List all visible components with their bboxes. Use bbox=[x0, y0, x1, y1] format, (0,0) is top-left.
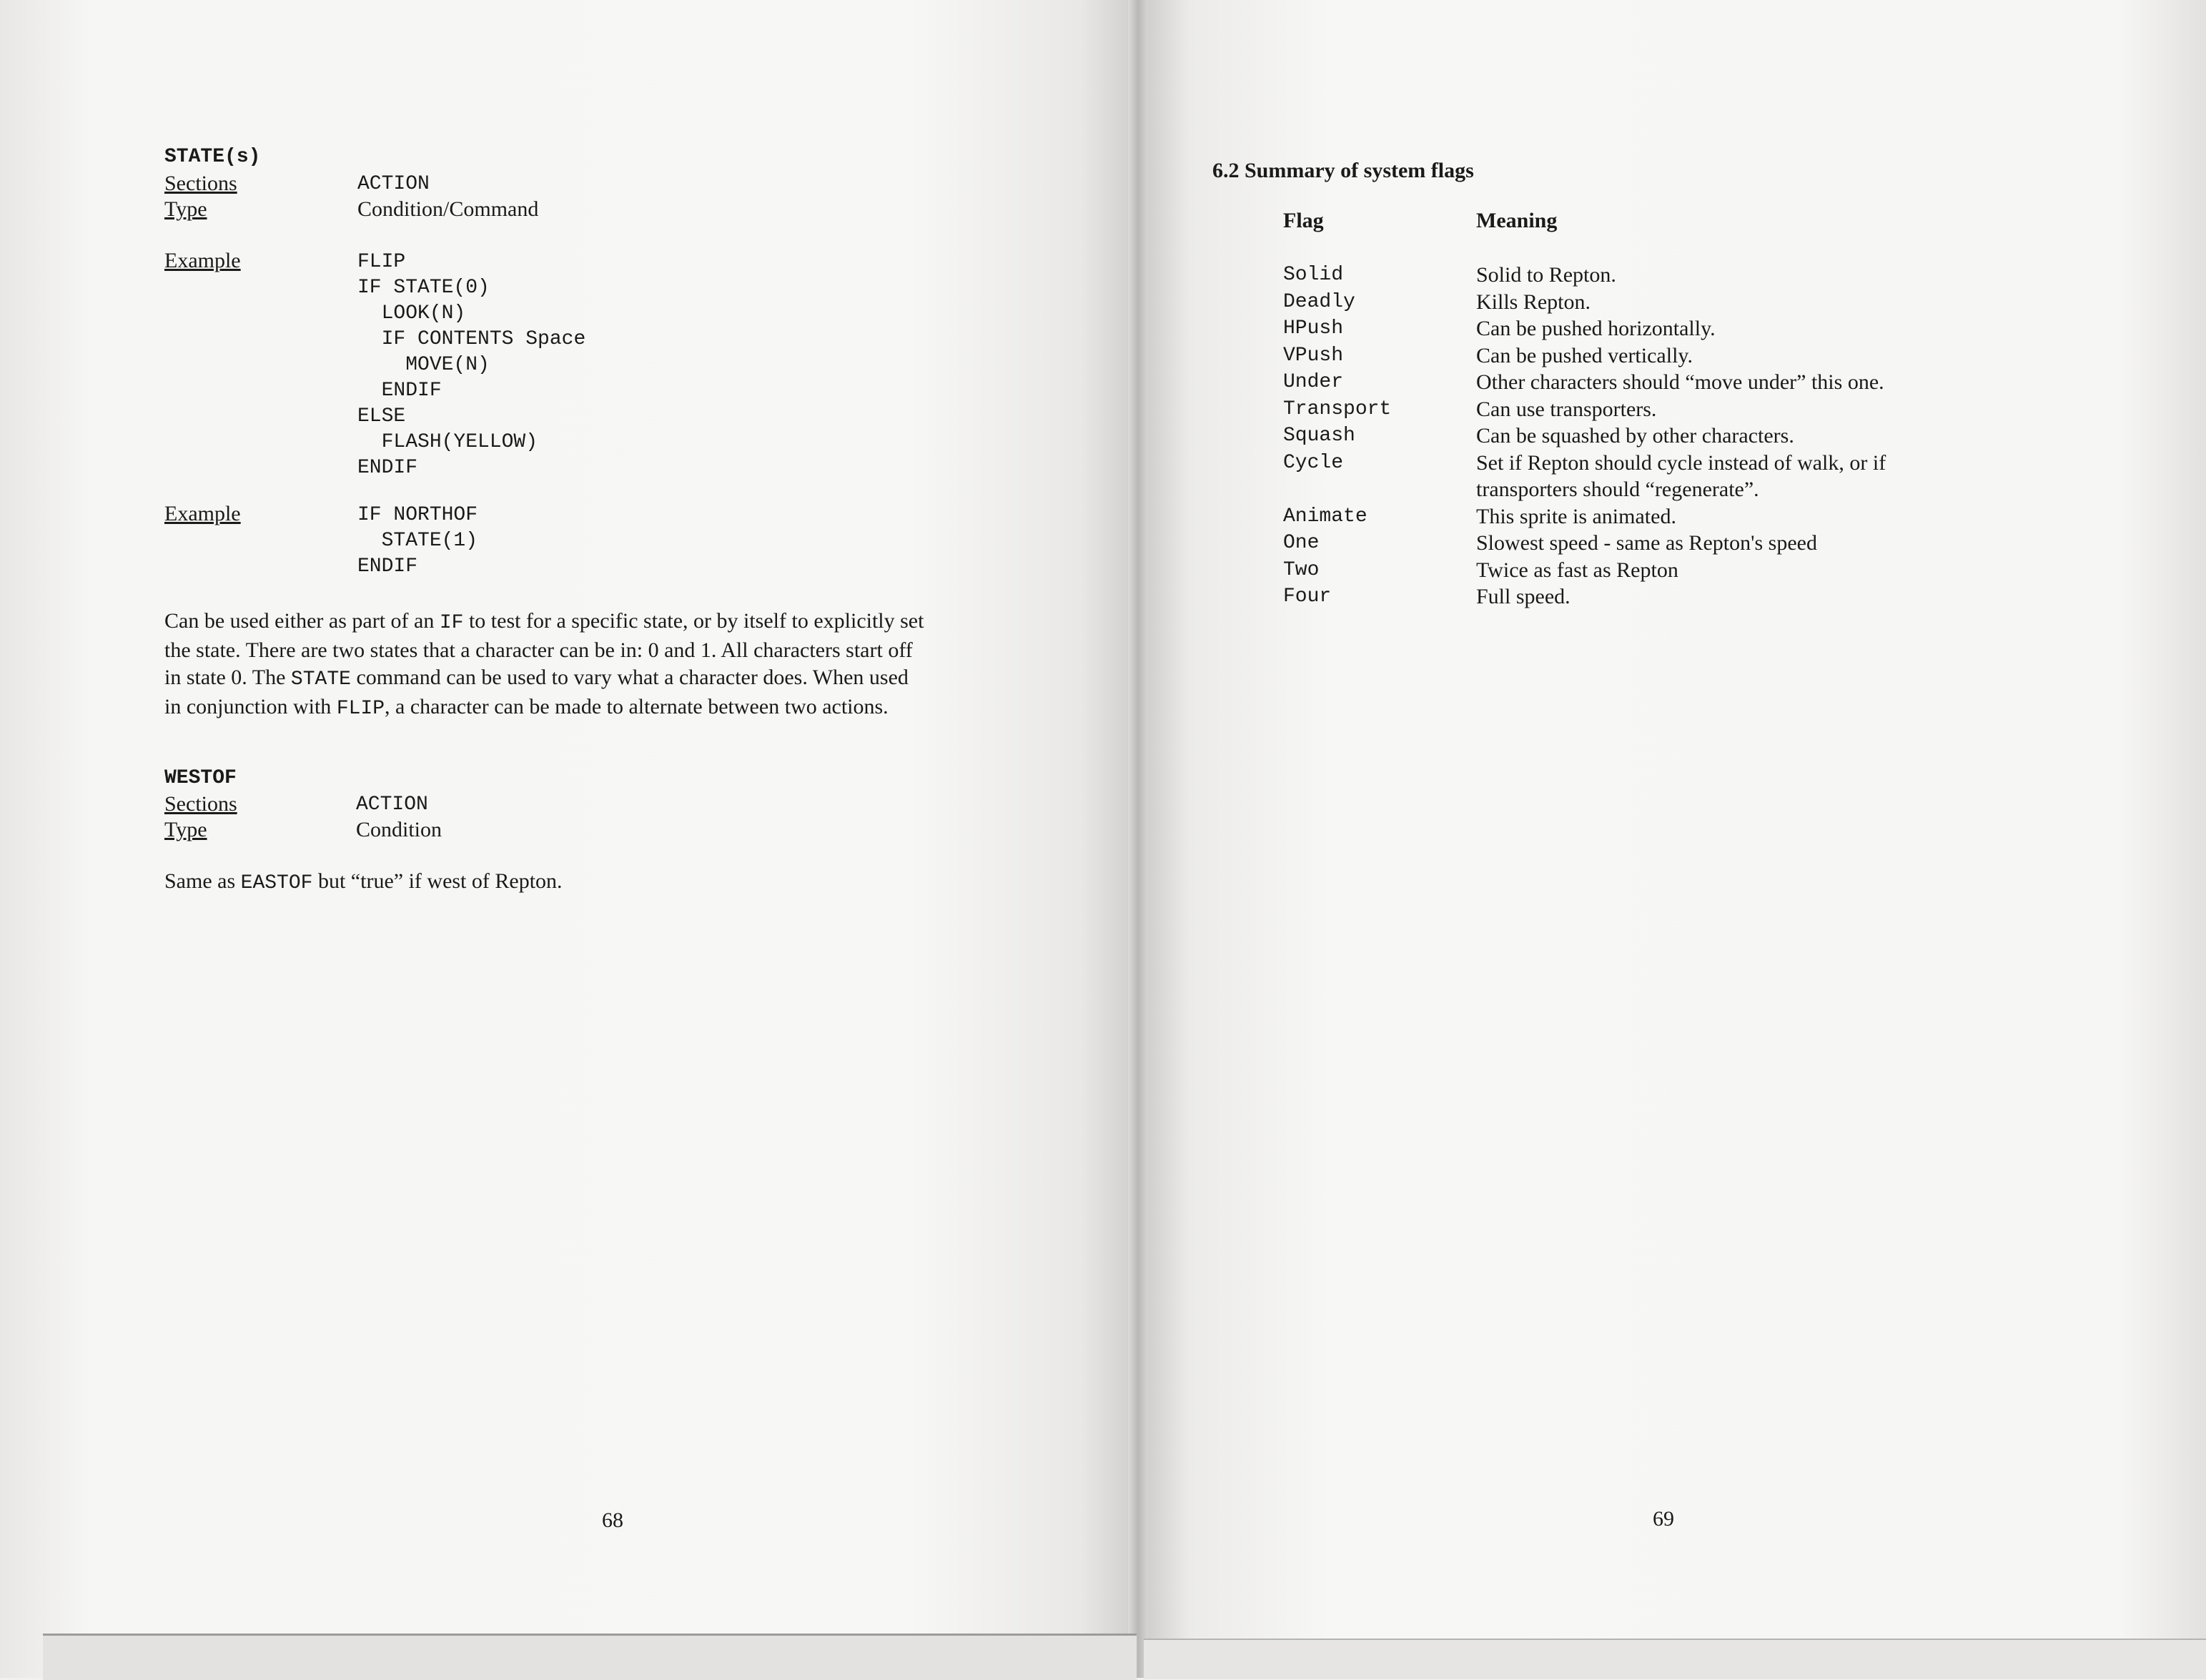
flag-meaning: Can use transporters. bbox=[1476, 397, 1657, 421]
code-line: ELSE bbox=[357, 405, 406, 428]
code-line: ENDIF bbox=[357, 457, 418, 479]
column-header-flag: Flag bbox=[1283, 209, 1324, 232]
flag-meaning: Other characters should “move under” this one. bbox=[1476, 370, 1884, 394]
example-label: Example bbox=[164, 249, 241, 272]
page-edge-left bbox=[43, 1634, 1137, 1680]
page-number-right: 69 bbox=[1653, 1507, 1674, 1531]
example-label: Example bbox=[164, 502, 241, 525]
flag-name: Two bbox=[1283, 558, 1320, 581]
westof-type-value: Condition bbox=[356, 818, 442, 841]
paragraph-line: in conjunction with FLIP, a character can be made to alternate between two actions. bbox=[164, 695, 889, 720]
table-row bbox=[1283, 262, 1886, 289]
flag-name bbox=[1283, 476, 1476, 503]
flag-name: Deadly bbox=[1283, 290, 1355, 313]
page-edge-right bbox=[1144, 1639, 2206, 1679]
state-type-label: Type bbox=[164, 197, 207, 221]
westof-sections-label: Sections bbox=[164, 792, 237, 816]
code-line: IF STATE(0) bbox=[357, 277, 490, 299]
westof-title: WESTOF bbox=[164, 767, 237, 789]
flag-meaning: Can be squashed by other characters. bbox=[1476, 424, 1794, 448]
table-row bbox=[1283, 476, 1886, 503]
code-line: LOOK(N) bbox=[357, 302, 466, 325]
flag-name: Cycle bbox=[1283, 451, 1344, 474]
page-number-left: 68 bbox=[602, 1508, 623, 1532]
code-line: IF CONTENTS Space bbox=[357, 328, 586, 350]
code-line: STATE(1) bbox=[357, 530, 478, 552]
flag-name: VPush bbox=[1283, 344, 1344, 367]
flag-name: Transport bbox=[1283, 397, 1392, 420]
code-line: IF NORTHOF bbox=[357, 504, 478, 526]
section-heading: 6.2 Summary of system flags bbox=[1212, 159, 1474, 182]
example-code-block bbox=[357, 503, 478, 580]
code-line: MOVE(N) bbox=[357, 354, 490, 376]
state-sections-value: ACTION bbox=[357, 173, 430, 195]
westof-sections-value: ACTION bbox=[356, 794, 428, 816]
example-code-block bbox=[357, 249, 585, 481]
table-row bbox=[1283, 342, 1886, 370]
right-page bbox=[1137, 0, 2206, 1678]
book-spine bbox=[1128, 0, 1148, 1678]
table-row bbox=[1283, 583, 1886, 611]
code-line: FLIP bbox=[357, 251, 406, 273]
westof-type-label: Type bbox=[164, 818, 207, 841]
paragraph-line: Can be used either as part of an IF to test for a specific state, or by itself to explicitly set bbox=[164, 609, 924, 634]
table-row bbox=[1283, 530, 1886, 557]
state-title: STATE(s) bbox=[164, 146, 261, 168]
table-row bbox=[1283, 315, 1886, 342]
flag-meaning: Can be pushed vertically. bbox=[1476, 343, 1693, 367]
paragraph-line: in state 0. The STATE command can be used to vary what a character does. When used bbox=[164, 666, 909, 691]
flag-name: Solid bbox=[1283, 264, 1344, 286]
table-row bbox=[1283, 423, 1886, 450]
flag-name: Squash bbox=[1283, 425, 1355, 447]
table-row bbox=[1283, 396, 1886, 423]
table-row bbox=[1283, 557, 1886, 584]
flag-meaning: Kills Repton. bbox=[1476, 290, 1591, 314]
column-header-meaning: Meaning bbox=[1476, 209, 1558, 232]
table-row bbox=[1283, 450, 1886, 477]
state-type-value: Condition/Command bbox=[357, 197, 539, 221]
flag-name: One bbox=[1283, 532, 1320, 554]
table-row bbox=[1283, 503, 1886, 530]
state-description bbox=[164, 608, 924, 723]
flag-name: HPush bbox=[1283, 317, 1344, 340]
flag-meaning: Full speed. bbox=[1476, 585, 1571, 608]
flag-meaning: Solid to Repton. bbox=[1476, 263, 1616, 287]
paragraph-line: the state. There are two states that a character can be in: 0 and 1. All characters start off bbox=[164, 638, 913, 662]
flag-meaning: This sprite is animated. bbox=[1476, 504, 1676, 528]
flag-meaning: Set if Repton should cycle instead of walk, or if bbox=[1476, 450, 1886, 475]
table-row bbox=[1283, 369, 1886, 396]
code-line: ENDIF bbox=[357, 555, 418, 578]
flag-meaning: transporters should “regenerate”. bbox=[1476, 478, 1759, 501]
flag-name: Animate bbox=[1283, 505, 1367, 528]
flag-meaning: Slowest speed - same as Repton's speed bbox=[1476, 531, 1817, 555]
state-sections-label: Sections bbox=[164, 172, 237, 195]
flag-name: Four bbox=[1283, 585, 1332, 608]
code-line: ENDIF bbox=[357, 380, 442, 402]
westof-description: Same as EASTOF but “true” if west of Repton. bbox=[164, 869, 563, 894]
flag-meaning: Can be pushed horizontally. bbox=[1476, 317, 1716, 340]
table-row bbox=[1283, 289, 1886, 316]
code-line: FLASH(YELLOW) bbox=[357, 431, 538, 453]
flag-name: Under bbox=[1283, 371, 1344, 393]
flags-table bbox=[1283, 262, 1886, 611]
flag-meaning: Twice as fast as Repton bbox=[1476, 558, 1678, 582]
